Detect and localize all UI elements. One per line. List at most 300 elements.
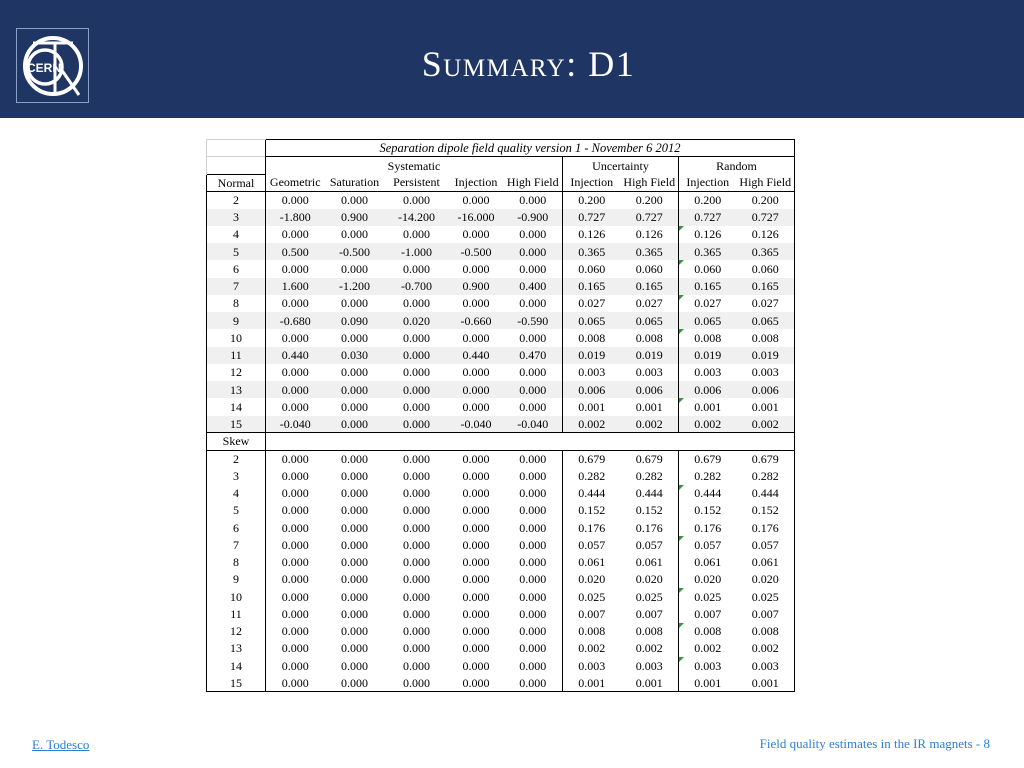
- order-cell: 13: [207, 640, 266, 657]
- value-cell: 0.000: [462, 365, 490, 380]
- value-cell: 0.008: [563, 329, 621, 346]
- table-row: [207, 536, 795, 553]
- value-cell: -0.040: [266, 416, 325, 433]
- table-caption: Separation dipole field quality version 1 - November 6 2012: [266, 140, 795, 157]
- table-row: [207, 485, 795, 502]
- value-cell: 0.000: [504, 381, 563, 398]
- order-cell: 8: [207, 295, 266, 312]
- value-cell: 0.000: [462, 572, 490, 587]
- order-cell: 10: [207, 329, 266, 346]
- value-cell: 0.007: [563, 605, 621, 622]
- value-cell: 0.000: [519, 572, 547, 587]
- value-cell: 0.000: [325, 674, 385, 691]
- value-cell: 0.025: [635, 589, 663, 604]
- value-cell: 0.152: [563, 502, 621, 519]
- value-cell: 0.000: [519, 624, 547, 639]
- value-cell: 0.000: [341, 503, 368, 518]
- value-cell: 0.057: [679, 536, 737, 553]
- table-row: [207, 450, 795, 467]
- order-cell: 5: [207, 243, 266, 260]
- value-cell: 0.001: [621, 674, 679, 691]
- value-cell: 0.003: [737, 364, 795, 381]
- value-cell: 0.000: [266, 519, 325, 536]
- value-cell: 0.165: [563, 278, 621, 295]
- value-cell: 0.001: [737, 674, 795, 691]
- value-cell: 0.001: [563, 398, 621, 415]
- value-cell: 0.000: [266, 502, 325, 519]
- value-cell: 0.000: [519, 193, 547, 208]
- value-cell: 0.000: [341, 658, 368, 673]
- value-cell: -0.900: [504, 209, 563, 226]
- value-cell: 0.000: [266, 191, 325, 208]
- value-cell: 0.000: [266, 623, 325, 640]
- col-header-injection: Injection: [449, 174, 504, 191]
- value-cell: 0.000: [462, 451, 490, 466]
- value-cell: 0.000: [504, 674, 563, 691]
- value-cell: 0.000: [519, 227, 547, 242]
- table-row: [207, 657, 795, 674]
- value-cell: 0.030: [325, 347, 385, 364]
- value-cell: 0.679: [563, 450, 621, 467]
- value-cell: 0.000: [403, 606, 430, 621]
- value-cell: 0.065: [621, 312, 679, 329]
- value-cell: 0.000: [341, 520, 368, 535]
- svg-text:CERN: CERN: [26, 61, 62, 75]
- value-cell: 0.000: [462, 555, 490, 570]
- value-cell: 0.176: [737, 519, 795, 536]
- value-cell: 0.090: [325, 312, 385, 329]
- value-cell: 0.065: [563, 312, 621, 329]
- order-cell: 4: [207, 485, 266, 502]
- order-cell: 9: [207, 312, 266, 329]
- value-cell: 0.000: [449, 674, 504, 691]
- value-cell: 0.000: [341, 606, 368, 621]
- value-cell: 0.200: [563, 191, 621, 208]
- value-cell: 0.008: [679, 623, 737, 640]
- value-cell: 0.008: [563, 623, 621, 640]
- value-cell: 0.019: [621, 347, 679, 364]
- table-row: [207, 571, 795, 588]
- group-header-uncertainty: Uncertainty: [563, 157, 679, 174]
- value-cell: -1.200: [325, 278, 385, 295]
- value-cell: 0.001: [679, 398, 737, 415]
- slide-footer-label: Field quality estimates in the IR magnets - 8: [759, 736, 990, 751]
- value-cell: 0.000: [341, 261, 368, 276]
- value-cell: 0.025: [737, 588, 795, 605]
- value-cell: 0.061: [635, 555, 663, 570]
- value-cell: 0.006: [679, 381, 737, 398]
- value-cell: 0.000: [403, 555, 430, 570]
- value-cell: 0.020: [679, 571, 737, 588]
- value-cell: 0.008: [635, 624, 663, 639]
- value-cell: 0.001: [563, 674, 621, 691]
- value-cell: 0.165: [679, 278, 737, 295]
- value-cell: 0.000: [403, 330, 430, 345]
- value-cell: 0.000: [341, 572, 368, 587]
- value-cell: 0.727: [621, 209, 679, 226]
- value-cell: 0.000: [385, 347, 449, 364]
- value-cell: 0.000: [462, 641, 490, 656]
- value-cell: 0.027: [563, 295, 621, 312]
- value-cell: 0.000: [266, 329, 325, 346]
- value-cell: 0.000: [341, 227, 368, 242]
- value-cell: 0.027: [635, 296, 663, 311]
- value-cell: 0.000: [403, 589, 430, 604]
- value-cell: -0.040: [504, 416, 563, 433]
- value-cell: 0.019: [679, 347, 737, 364]
- value-cell: 0.057: [635, 537, 663, 552]
- author-link[interactable]: E. Todesco: [32, 737, 90, 752]
- value-cell: 0.027: [737, 295, 795, 312]
- value-cell: 0.000: [403, 503, 430, 518]
- value-cell: 0.000: [403, 658, 430, 673]
- value-cell: 0.365: [621, 243, 679, 260]
- value-cell: 0.057: [563, 536, 621, 553]
- value-cell: 0.000: [403, 296, 430, 311]
- order-cell: 7: [207, 278, 266, 295]
- value-cell: 0.000: [462, 589, 490, 604]
- value-cell: 0.003: [635, 365, 663, 380]
- value-cell: 0.008: [737, 623, 795, 640]
- value-cell: 0.000: [462, 193, 490, 208]
- blank-cell: [207, 140, 266, 157]
- value-cell: 0.126: [563, 226, 621, 243]
- table-row: [207, 295, 795, 312]
- value-cell: 0.000: [266, 588, 325, 605]
- value-cell: 0.000: [341, 468, 368, 483]
- value-cell: 0.000: [403, 537, 430, 552]
- value-cell: -0.500: [325, 243, 385, 260]
- value-cell: 0.365: [563, 243, 621, 260]
- value-cell: 0.002: [737, 640, 795, 657]
- value-cell: 0.000: [403, 451, 430, 466]
- value-cell: 0.002: [635, 641, 663, 656]
- value-cell: 0.000: [266, 485, 325, 502]
- value-cell: 0.000: [341, 296, 368, 311]
- value-cell: 0.000: [519, 641, 547, 656]
- table-row: [207, 588, 795, 605]
- col-header-high-field: High Field: [504, 174, 563, 191]
- table-row: [207, 674, 795, 691]
- value-cell: 0.008: [635, 330, 663, 345]
- value-cell: 0.000: [266, 295, 325, 312]
- col-header-random-injection: Injection: [679, 174, 737, 191]
- value-cell: 0.057: [737, 536, 795, 553]
- table-row: [207, 278, 795, 295]
- value-cell: 0.727: [563, 209, 621, 226]
- value-cell: 0.000: [266, 674, 325, 691]
- col-header-uncertainty-injection: Injection: [563, 174, 621, 191]
- value-cell: 0.002: [563, 416, 621, 433]
- value-cell: 0.900: [449, 278, 504, 295]
- value-cell: 0.000: [341, 537, 368, 552]
- value-cell: 0.000: [403, 486, 430, 501]
- col-header-geometric: Geometric: [266, 174, 325, 191]
- value-cell: 0.000: [462, 296, 490, 311]
- value-cell: 0.000: [462, 261, 490, 276]
- value-cell: 0.000: [519, 486, 547, 501]
- value-cell: -0.660: [449, 312, 504, 329]
- value-cell: 0.020: [385, 312, 449, 329]
- table-row: [207, 312, 795, 329]
- value-cell: 0.000: [519, 589, 547, 604]
- value-cell: 0.000: [266, 398, 325, 415]
- value-cell: 0.000: [403, 572, 430, 587]
- value-cell: 0.000: [519, 520, 547, 535]
- value-cell: 0.126: [679, 226, 737, 243]
- value-cell: 0.025: [563, 588, 621, 605]
- value-cell: 0.000: [519, 555, 547, 570]
- col-header-random-high-field: High Field: [737, 174, 795, 191]
- value-cell: 0.727: [679, 209, 737, 226]
- order-cell: 4: [207, 226, 266, 243]
- value-cell: 0.444: [635, 486, 663, 501]
- value-cell: 0.444: [679, 485, 737, 502]
- value-cell: 0.000: [341, 399, 368, 414]
- value-cell: 0.000: [341, 330, 368, 345]
- value-cell: 0.060: [635, 261, 663, 276]
- order-cell: 3: [207, 209, 266, 226]
- value-cell: 0.000: [462, 503, 490, 518]
- value-cell: 0.000: [462, 624, 490, 639]
- value-cell: -16.000: [449, 209, 504, 226]
- value-cell: 0.000: [266, 450, 325, 467]
- value-cell: 0.282: [563, 467, 621, 484]
- value-cell: 0.165: [621, 278, 679, 295]
- order-cell: 14: [207, 398, 266, 415]
- table-row: [207, 243, 795, 260]
- skew-section-label: Skew: [207, 433, 266, 450]
- value-cell: 0.006: [563, 381, 621, 398]
- table-row: [207, 640, 795, 657]
- value-cell: 0.000: [403, 399, 430, 414]
- value-cell: 0.000: [341, 555, 368, 570]
- value-cell: 0.000: [266, 571, 325, 588]
- value-cell: 0.025: [679, 588, 737, 605]
- value-cell: 0.007: [679, 605, 737, 622]
- value-cell: 0.019: [737, 347, 795, 364]
- value-cell: 0.727: [737, 209, 795, 226]
- value-cell: 0.000: [341, 589, 368, 604]
- value-cell: 0.000: [341, 641, 368, 656]
- value-cell: 0.000: [385, 381, 449, 398]
- order-cell: 3: [207, 467, 266, 484]
- value-cell: 0.065: [737, 312, 795, 329]
- value-cell: 0.061: [737, 554, 795, 571]
- table-row: [207, 381, 795, 398]
- table-row: [207, 329, 795, 346]
- value-cell: 0.003: [679, 364, 737, 381]
- value-cell: 0.020: [563, 571, 621, 588]
- value-cell: -14.200: [385, 209, 449, 226]
- value-cell: 0.000: [519, 365, 547, 380]
- value-cell: 0.001: [635, 399, 663, 414]
- value-cell: 0.002: [679, 640, 737, 657]
- value-cell: 0.003: [563, 657, 621, 674]
- value-cell: 0.007: [737, 605, 795, 622]
- value-cell: 0.444: [737, 485, 795, 502]
- value-cell: 0.002: [737, 416, 795, 433]
- value-cell: 0.165: [737, 278, 795, 295]
- value-cell: 1.600: [266, 278, 325, 295]
- blank-cell: [207, 157, 266, 174]
- value-cell: 0.061: [563, 554, 621, 571]
- value-cell: 0.020: [737, 571, 795, 588]
- value-cell: 0.002: [563, 640, 621, 657]
- value-cell: 0.060: [679, 260, 737, 277]
- value-cell: 0.679: [737, 450, 795, 467]
- value-cell: -0.590: [504, 312, 563, 329]
- value-cell: 0.007: [635, 606, 663, 621]
- value-cell: 0.200: [737, 191, 795, 208]
- value-cell: 0.440: [266, 347, 325, 364]
- table-row: [207, 209, 795, 226]
- order-cell: 9: [207, 571, 266, 588]
- value-cell: -1.000: [385, 243, 449, 260]
- order-cell: 11: [207, 347, 266, 364]
- order-cell: 6: [207, 260, 266, 277]
- value-cell: 0.003: [679, 657, 737, 674]
- table-row: [207, 416, 795, 433]
- value-cell: 0.365: [737, 243, 795, 260]
- value-cell: 0.001: [679, 674, 737, 691]
- table-row: [207, 605, 795, 622]
- table-row: [207, 519, 795, 536]
- value-cell: 0.000: [403, 365, 430, 380]
- value-cell: 0.000: [519, 296, 547, 311]
- field-quality-table: [206, 139, 795, 692]
- order-cell: 12: [207, 623, 266, 640]
- value-cell: 0.000: [462, 399, 490, 414]
- value-cell: 0.000: [403, 641, 430, 656]
- value-cell: -0.500: [449, 243, 504, 260]
- value-cell: 0.000: [266, 364, 325, 381]
- value-cell: 0.000: [519, 330, 547, 345]
- table-row: [207, 502, 795, 519]
- value-cell: 0.000: [519, 468, 547, 483]
- table-row: [207, 191, 795, 208]
- value-cell: 0.152: [679, 502, 737, 519]
- skew-section-spacer: [266, 433, 795, 450]
- value-cell: 0.679: [635, 451, 663, 466]
- value-cell: 0.000: [519, 451, 547, 466]
- value-cell: 0.200: [679, 191, 737, 208]
- value-cell: 0.000: [519, 658, 547, 673]
- value-cell: 0.060: [737, 260, 795, 277]
- value-cell: 0.019: [563, 347, 621, 364]
- value-cell: 0.000: [403, 261, 430, 276]
- order-cell: 2: [207, 450, 266, 467]
- order-cell: 2: [207, 191, 266, 208]
- value-cell: 0.002: [621, 416, 679, 433]
- value-cell: 0.060: [563, 260, 621, 277]
- value-cell: 0.000: [403, 624, 430, 639]
- value-cell: 0.003: [635, 658, 663, 673]
- value-cell: 0.000: [341, 365, 368, 380]
- table-row: [207, 398, 795, 415]
- value-cell: 0.000: [325, 381, 385, 398]
- group-header-systematic: Systematic: [266, 157, 563, 174]
- value-cell: 0.000: [341, 451, 368, 466]
- value-cell: 0.000: [266, 381, 325, 398]
- value-cell: 0.000: [385, 674, 449, 691]
- value-cell: 0.000: [266, 640, 325, 657]
- value-cell: 0.000: [462, 227, 490, 242]
- table-row: [207, 467, 795, 484]
- value-cell: -0.700: [385, 278, 449, 295]
- order-cell: 14: [207, 657, 266, 674]
- value-cell: 0.020: [635, 572, 663, 587]
- value-cell: 0.027: [679, 295, 737, 312]
- value-cell: 0.000: [403, 193, 430, 208]
- value-cell: 0.152: [635, 503, 663, 518]
- value-cell: 0.200: [635, 193, 663, 208]
- value-cell: 0.176: [563, 519, 621, 536]
- value-cell: 0.365: [679, 243, 737, 260]
- value-cell: 0.000: [462, 606, 490, 621]
- value-cell: 0.008: [679, 329, 737, 346]
- order-cell: 8: [207, 554, 266, 571]
- value-cell: 0.444: [563, 485, 621, 502]
- slide-header: [0, 0, 1024, 118]
- col-header-persistent: Persistent: [385, 174, 449, 191]
- value-cell: 0.470: [504, 347, 563, 364]
- value-cell: 0.000: [341, 624, 368, 639]
- slide-title: Summary: D1: [421, 44, 636, 84]
- value-cell: -0.680: [266, 312, 325, 329]
- value-cell: 0.000: [266, 554, 325, 571]
- order-cell: 10: [207, 588, 266, 605]
- value-cell: 0.002: [679, 416, 737, 433]
- order-cell: 5: [207, 502, 266, 519]
- group-header-random: Random: [679, 157, 795, 174]
- value-cell: 0.000: [462, 520, 490, 535]
- order-cell: 11: [207, 605, 266, 622]
- value-cell: 0.061: [679, 554, 737, 571]
- value-cell: 0.000: [266, 657, 325, 674]
- value-cell: 0.000: [385, 416, 449, 433]
- value-cell: 0.900: [325, 209, 385, 226]
- order-cell: 12: [207, 364, 266, 381]
- value-cell: 0.000: [519, 261, 547, 276]
- table-row: [207, 623, 795, 640]
- value-cell: 0.006: [621, 381, 679, 398]
- value-cell: -0.040: [449, 416, 504, 433]
- order-cell: 15: [207, 416, 266, 433]
- order-cell: 15: [207, 674, 266, 691]
- value-cell: 0.000: [266, 536, 325, 553]
- table-row: [207, 554, 795, 571]
- value-cell: 0.440: [449, 347, 504, 364]
- value-cell: 0.126: [737, 226, 795, 243]
- value-cell: 0.152: [737, 502, 795, 519]
- value-cell: 0.000: [462, 658, 490, 673]
- value-cell: 0.000: [462, 537, 490, 552]
- value-cell: 0.000: [266, 467, 325, 484]
- value-cell: 0.000: [519, 399, 547, 414]
- value-cell: 0.000: [266, 605, 325, 622]
- value-cell: 0.282: [737, 467, 795, 484]
- value-cell: -1.800: [266, 209, 325, 226]
- value-cell: 0.000: [266, 260, 325, 277]
- value-cell: 0.400: [504, 278, 563, 295]
- value-cell: 0.000: [519, 503, 547, 518]
- value-cell: 0.000: [403, 520, 430, 535]
- value-cell: 0.000: [462, 330, 490, 345]
- value-cell: 0.000: [449, 381, 504, 398]
- value-cell: 0.282: [635, 468, 663, 483]
- skew-section-row: [207, 433, 795, 450]
